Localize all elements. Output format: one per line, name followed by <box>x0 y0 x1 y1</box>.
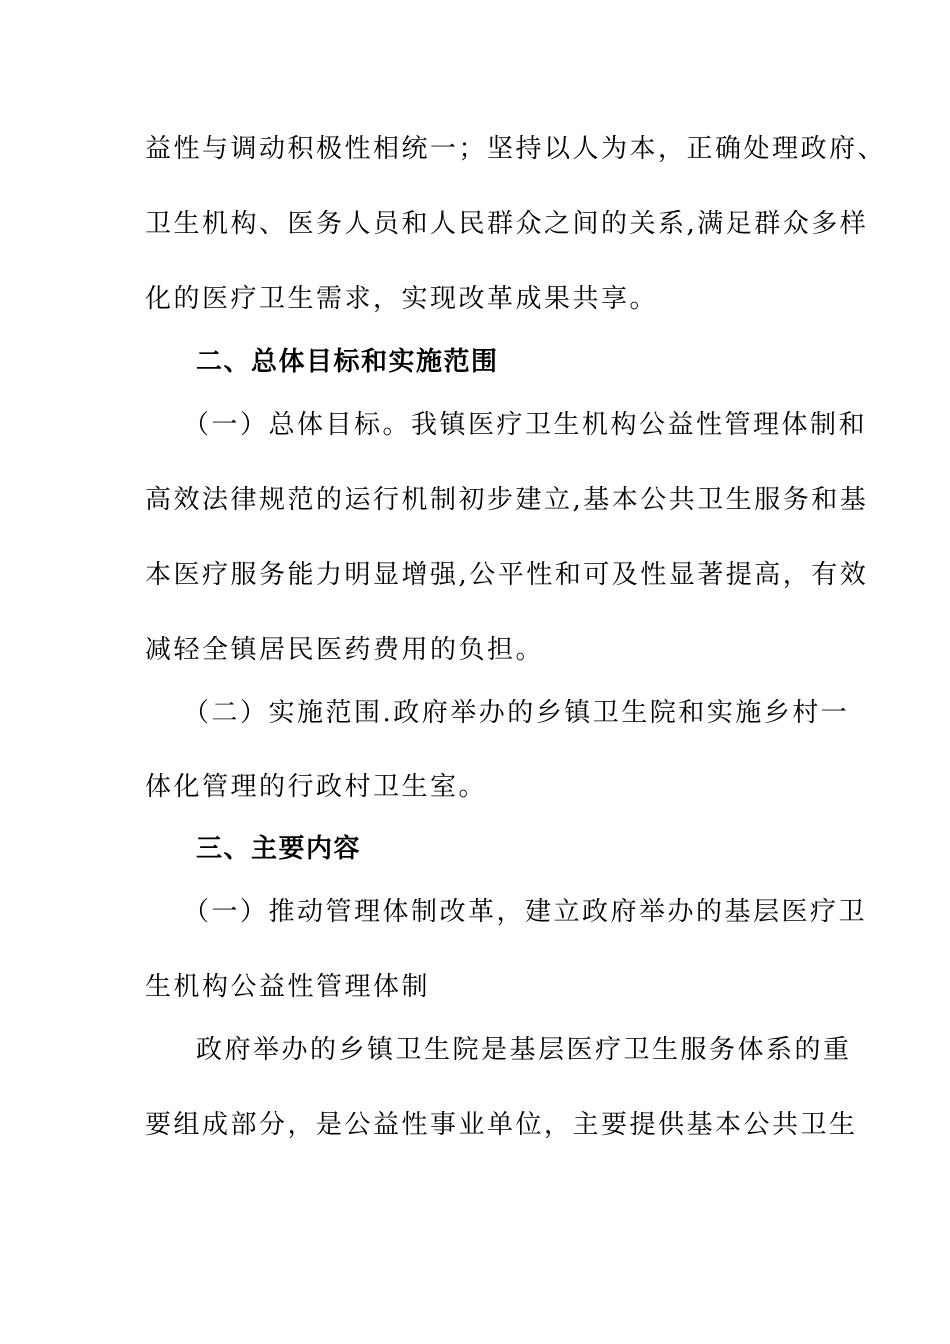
body-text-line: 体化管理的行政村卫生室。 <box>145 772 488 802</box>
subsection-heading-continued: 生机构公益性管理体制 <box>145 972 431 1002</box>
body-text-line: 高效法律规范的运行机制初步建立,基本公共卫生服务和基 <box>145 485 869 515</box>
body-text-line: （二）实施范围.政府举办的乡镇卫生院和实施乡村一 <box>183 698 850 728</box>
body-text-line: 本医疗服务能力明显增强,公平性和可及性显著提高，有效 <box>145 560 869 590</box>
body-text-line: （一）总体目标。我镇医疗卫生机构公益性管理体制和 <box>183 410 868 440</box>
body-text-line: 政府举办的乡镇卫生院是基层医疗卫生服务体系的重 <box>196 1035 852 1065</box>
body-text-line: 化的医疗卫生需求，实现改革成果共享。 <box>145 284 659 314</box>
body-text-line: 卫生机构、医务人员和人民群众之间的关系,满足群众多样 <box>145 209 869 239</box>
body-text-line: 要组成部分，是公益性事业单位，主要提供基本公共卫生 <box>145 1110 858 1140</box>
section-heading: 三、主要内容 <box>196 834 362 864</box>
subsection-heading: （一）推动管理体制改革，建立政府举办的基层医疗卫 <box>183 897 868 927</box>
body-text-line: 减轻全镇居民医药费用的负担。 <box>145 635 545 665</box>
body-text-line: 益性与调动积极性相统一；坚持以人为本，正确处理政府、 <box>145 134 887 164</box>
section-heading: 二、总体目标和实施范围 <box>196 347 499 377</box>
